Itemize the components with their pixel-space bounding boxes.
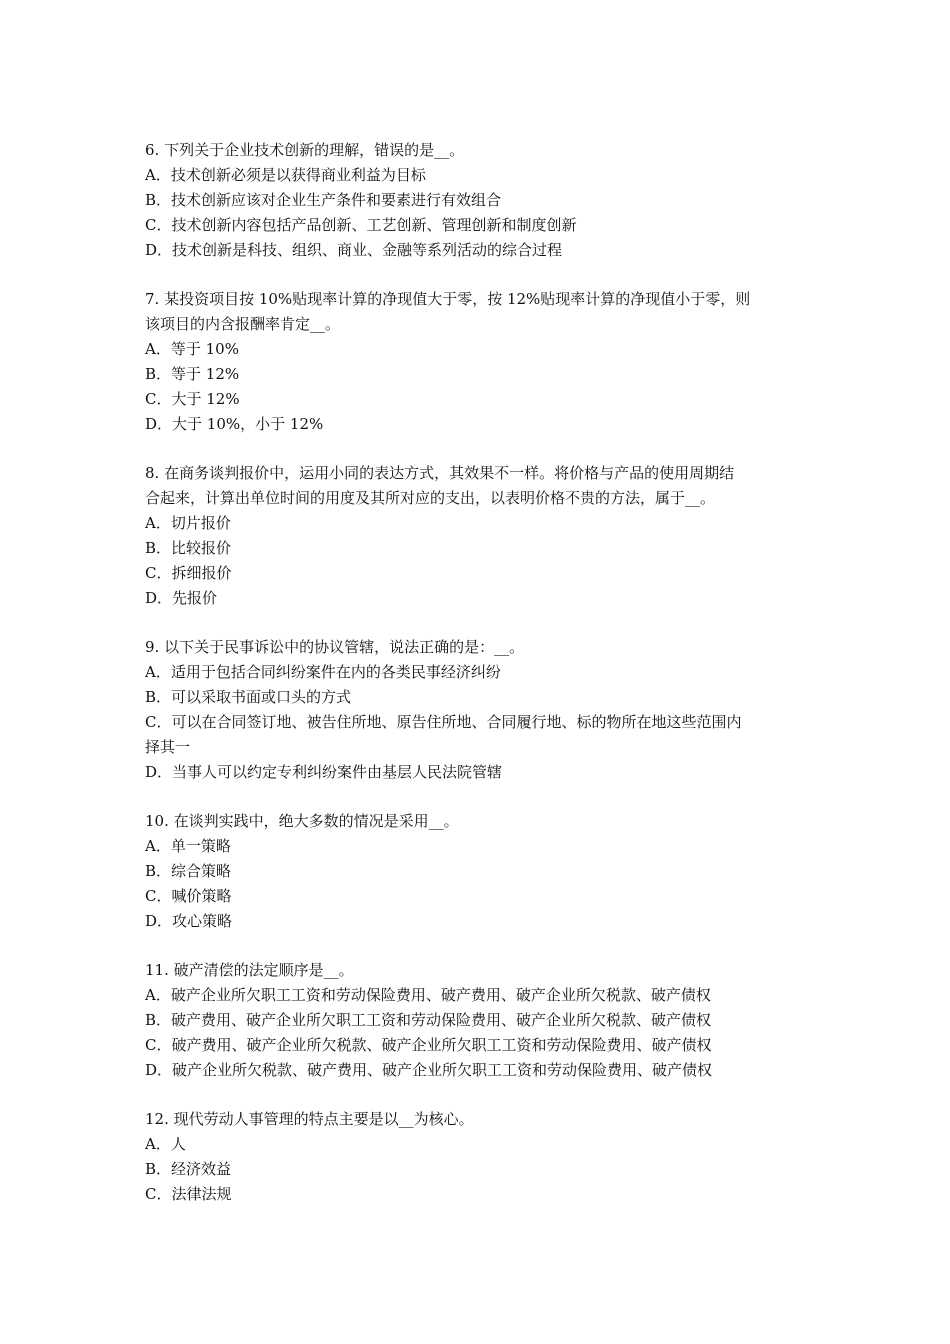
question-stem: 6. 下列关于企业技术创新的理解，错误的是__。 bbox=[145, 141, 465, 159]
option-a: A．等于 10% bbox=[145, 340, 239, 358]
question-7 bbox=[145, 287, 825, 437]
question-stem-continued: 合起来，计算出单位时间的用度及其所对应的支出，以表明价格不贵的方法，属于__。 bbox=[145, 489, 716, 507]
question-stem: 11. 破产清偿的法定顺序是__。 bbox=[145, 961, 354, 979]
option-c: C．喊价策略 bbox=[145, 887, 232, 905]
document-page bbox=[145, 138, 825, 1231]
option-c: C．法律法规 bbox=[145, 1185, 232, 1203]
question-stem-continued: 该项目的内含报酬率肯定__。 bbox=[145, 315, 341, 333]
option-d: D．技术创新是科技、组织、商业、金融等系列活动的综合过程 bbox=[145, 241, 563, 259]
option-c: C．破产费用、破产企业所欠税款、破产企业所欠职工工资和劳动保险费用、破产债权 bbox=[145, 1036, 712, 1054]
question-6 bbox=[145, 138, 825, 263]
question-stem: 9. 以下关于民事诉讼中的协议管辖，说法正确的是：__。 bbox=[145, 638, 525, 656]
option-d: D．破产企业所欠税款、破产费用、破产企业所欠职工工资和劳动保险费用、破产债权 bbox=[145, 1061, 713, 1079]
option-a: A．技术创新必须是以获得商业利益为目标 bbox=[145, 166, 426, 184]
question-8 bbox=[145, 461, 825, 611]
option-b: B．技术创新应该对企业生产条件和要素进行有效组合 bbox=[145, 191, 502, 209]
option-a: A．单一策略 bbox=[145, 837, 231, 855]
option-b: B．破产费用、破产企业所欠职工工资和劳动保险费用、破产企业所欠税款、破产债权 bbox=[145, 1011, 712, 1029]
option-d: D．攻心策略 bbox=[145, 912, 233, 930]
option-a: A．人 bbox=[145, 1135, 186, 1153]
option-a: A．破产企业所欠职工工资和劳动保险费用、破产费用、破产企业所欠税款、破产债权 bbox=[145, 986, 711, 1004]
option-c: C．技术创新内容包括产品创新、工艺创新、管理创新和制度创新 bbox=[145, 216, 577, 234]
option-c-continued: 择其一 bbox=[145, 738, 191, 756]
option-b: B．比较报价 bbox=[145, 539, 232, 557]
option-c: C．拆细报价 bbox=[145, 564, 232, 582]
question-10 bbox=[145, 809, 825, 934]
option-d: D．当事人可以约定专利纠纷案件由基层人民法院管辖 bbox=[145, 763, 503, 781]
option-d: D．先报价 bbox=[145, 589, 218, 607]
question-12 bbox=[145, 1107, 825, 1207]
question-9 bbox=[145, 635, 825, 785]
option-b: B．综合策略 bbox=[145, 862, 232, 880]
question-stem: 10. 在谈判实践中，绝大多数的情况是采用__。 bbox=[145, 812, 459, 830]
question-11 bbox=[145, 958, 825, 1083]
option-a: A．适用于包括合同纠纷案件在内的各类民事经济纠纷 bbox=[145, 663, 501, 681]
option-d: D．大于 10%，小于 12% bbox=[145, 415, 324, 433]
option-c: C．大于 12% bbox=[145, 390, 240, 408]
question-stem: 7. 某投资项目按 10%贴现率计算的净现值大于零，按 12%贴现率计算的净现值小于零，则 bbox=[145, 290, 751, 308]
question-stem: 12. 现代劳动人事管理的特点主要是以__为核心。 bbox=[145, 1110, 474, 1128]
option-b: B．可以采取书面或口头的方式 bbox=[145, 688, 352, 706]
option-c: C．可以在合同签订地、被告住所地、原告住所地、合同履行地、标的物所在地这些范围内 bbox=[145, 713, 742, 731]
question-stem: 8. 在商务谈判报价中，运用小同的表达方式，其效果不一样。将价格与产品的使用周期结 bbox=[145, 464, 735, 482]
option-b: B．经济效益 bbox=[145, 1160, 232, 1178]
option-a: A．切片报价 bbox=[145, 514, 231, 532]
option-b: B．等于 12% bbox=[145, 365, 240, 383]
